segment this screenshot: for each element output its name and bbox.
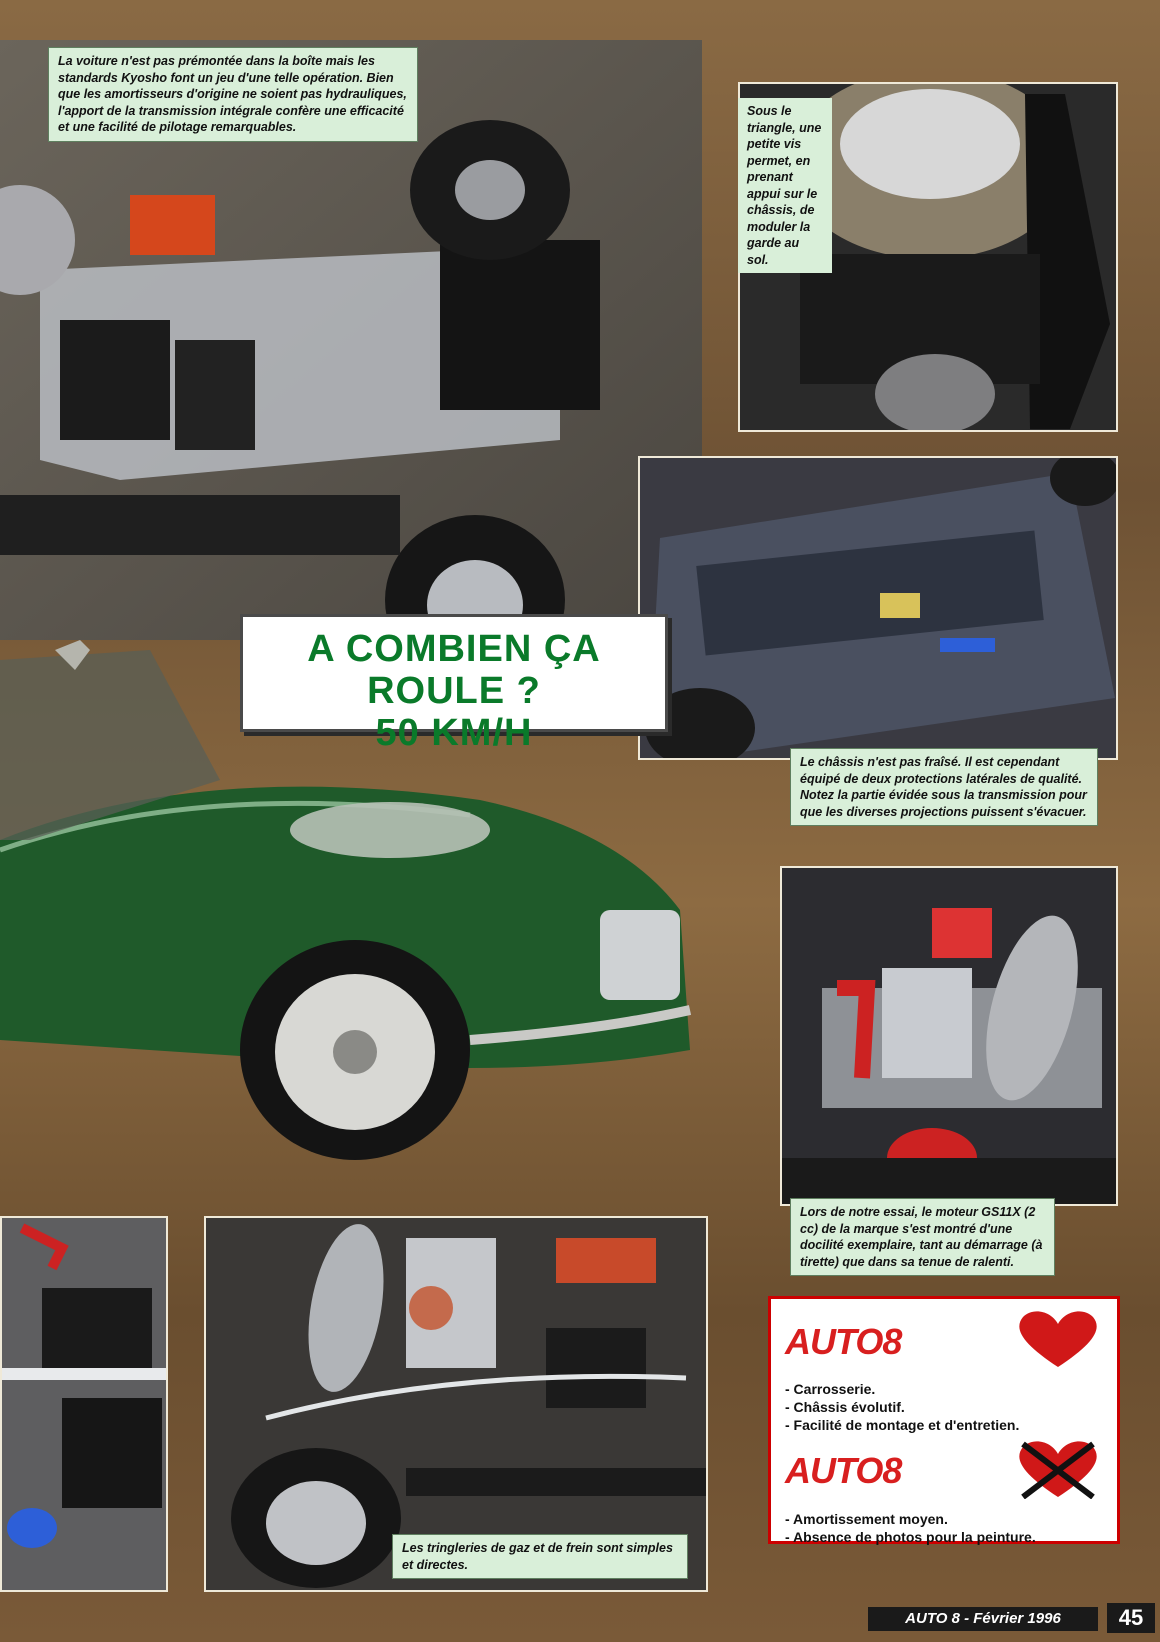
verdict-cons-header xyxy=(785,1439,1103,1504)
caption-top-left: La voiture n'est pas prémontée dans la boîte mais les standards Kyosho font un jeu d'une telle opération. Bien que les amortisseurs d'origine ne soient pas hydrauliques, l'apport de la transmission intégrale confère une efficacité et une facilité de pilotage remarquables. xyxy=(48,47,418,142)
photo-engine xyxy=(780,866,1118,1206)
heart-icon xyxy=(1013,1309,1103,1374)
engine-photo-drawing xyxy=(782,868,1118,1206)
caption-engine: Lors de notre essai, le moteur GS11X (2 cc) de la marque s'est montré d'une docilité exemplaire, tant au démarrage (à tirette) que dans sa tenue de ralenti. xyxy=(790,1198,1055,1276)
green-car-drawing xyxy=(0,640,760,1160)
crossed-heart-icon xyxy=(1013,1439,1103,1504)
brand-logo-cons: AUTO8 xyxy=(785,1450,902,1492)
photo-bottom-left xyxy=(0,1216,168,1592)
headline-line-1: A COMBIEN ÇA ROULE ? xyxy=(307,628,601,712)
headline-line-2: 50 KM/H xyxy=(375,711,533,754)
caption-top-right: Sous le triangle, une petite vis permet, en prenant appui sur le châssis, de moduler la garde au sol. xyxy=(738,98,832,273)
caption-chassis: Le châssis n'est pas fraîsé. Il est cependant équipé de deux protections latérales de qualité. Notez la partie évidée sous la transmission pour que les diverses projections puissent s'évacuer. xyxy=(790,748,1098,826)
cons-list xyxy=(785,1510,1103,1546)
cons-item: - Amortissement moyen. xyxy=(785,1510,948,1527)
pros-list xyxy=(785,1380,1103,1435)
footer-issue: AUTO 8 - Février 1996 xyxy=(868,1607,1098,1631)
caption-linkage: Les tringleries de gaz et de frein sont simples et directes. xyxy=(392,1534,688,1579)
pros-item: - Carrosserie. xyxy=(785,1381,876,1397)
photo-green-car xyxy=(0,640,760,1160)
pros-item: - Facilité de montage et d'entretien. xyxy=(785,1417,1020,1434)
verdict-pros-header xyxy=(785,1309,1103,1374)
page-number: 45 xyxy=(1107,1603,1155,1633)
pros-item: - Châssis évolutif. xyxy=(785,1399,905,1416)
brand-logo-pros: AUTO8 xyxy=(785,1320,902,1362)
bottom-left-photo-drawing xyxy=(2,1218,168,1592)
cons-item: - Absence de photos pour la peinture. xyxy=(785,1528,1036,1545)
verdict-box xyxy=(768,1296,1120,1544)
